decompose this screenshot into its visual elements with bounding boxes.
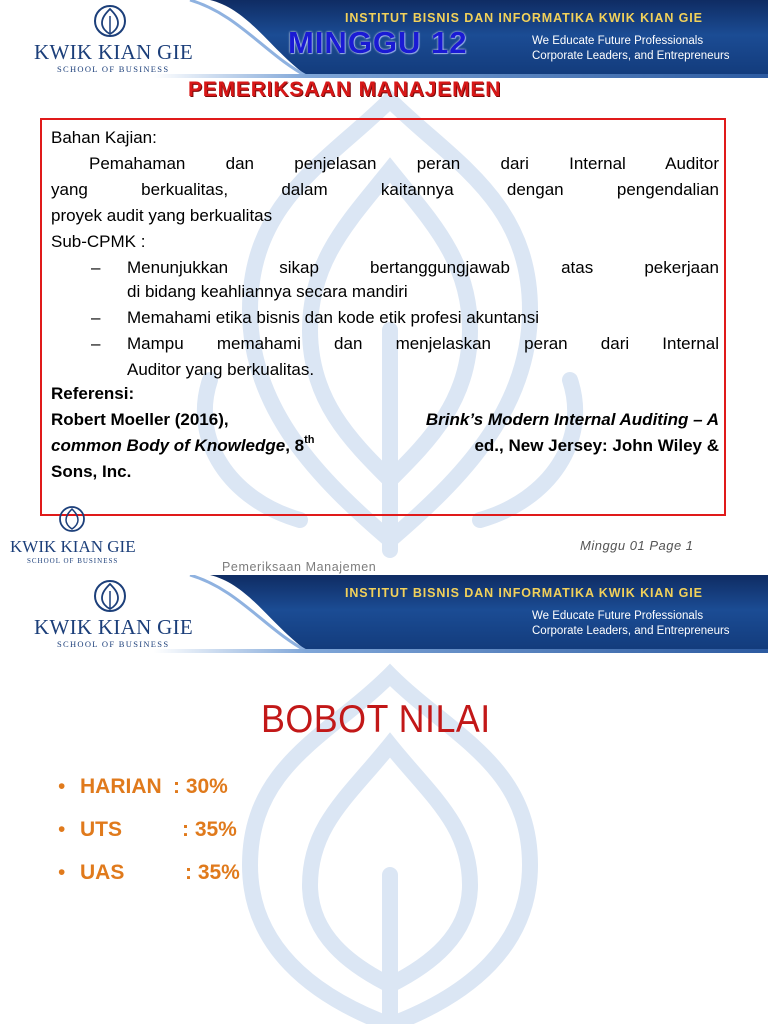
- logo-emblem-icon: [93, 4, 127, 38]
- reference-edition-post: ed., New Jersey: John Wiley &: [474, 436, 719, 455]
- reference-title-part-1: Brink’s Modern Internal Auditing – A: [425, 410, 719, 429]
- institute-name: INSTITUT BISNIS DAN INFORMATIKA KWIK KIAN GIE: [345, 11, 703, 25]
- bobot-nilai-title: BOBOT NILAI: [261, 698, 491, 741]
- grade-value: : 30%: [173, 775, 228, 798]
- referensi-label: Referensi:: [51, 384, 135, 403]
- header-divider: [0, 649, 768, 653]
- institute-name: INSTITUT BISNIS DAN INFORMATIKA KWIK KIAN GIE: [345, 586, 703, 600]
- subcpmk-item-2-line-1: Memahami etika bisnis dan kode etik profesi akuntansi: [127, 308, 539, 327]
- reference-title-part-2: common Body of Knowledge: [51, 436, 286, 455]
- subcpmk-item-3-line-2: Auditor yang berkualitas.: [127, 360, 315, 379]
- reference-edition-sup: th: [304, 434, 315, 446]
- bahan-line-3: proyek audit yang berkualitas: [51, 206, 273, 225]
- subcpmk-item-1-line-1: Menunjukkan sikap bertanggungjawab atas pekerjaan: [127, 258, 719, 277]
- bahan-kajian-label: Bahan Kajian:: [51, 128, 157, 147]
- grade-label: UAS: [80, 861, 125, 884]
- tagline-line-2: Corporate Leaders, and Entrepreneurs: [532, 625, 730, 637]
- tagline-line-1: We Educate Future Professionals: [532, 610, 704, 622]
- subject-title: PEMERIKSAAN MANAJEMEN: [188, 78, 502, 101]
- sub-cpmk-label: Sub-CPMK :: [51, 232, 146, 251]
- list-dash: –: [91, 334, 101, 353]
- grade-label: UTS: [80, 818, 122, 841]
- grade-item-harian: [58, 775, 228, 799]
- header-swoosh-shape: [170, 575, 310, 653]
- footer-page-number: Minggu 01 Page 1: [580, 538, 694, 553]
- logo-name: KWIK KIAN GIE: [34, 40, 194, 64]
- list-dash: –: [91, 258, 101, 277]
- logo-subtitle: SCHOOL OF BUSINESS: [57, 64, 170, 74]
- bahan-line-1: Pemahaman dan penjelasan peran dari Internal Auditor: [89, 154, 719, 173]
- subcpmk-item-3-line-1: Mampu memahami dan menjelaskan peran dari Internal: [127, 334, 719, 353]
- bullet-icon: •: [58, 775, 66, 798]
- grade-item-uts: [58, 818, 237, 842]
- list-dash: –: [91, 308, 101, 327]
- reference-publisher-end: Sons, Inc.: [51, 462, 132, 481]
- grade-value: : 35%: [185, 861, 240, 884]
- footer-subject: Pemeriksaan Manajemen: [222, 560, 377, 574]
- header-band: [0, 575, 768, 653]
- bullet-icon: •: [58, 818, 66, 841]
- grade-label: HARIAN: [80, 775, 162, 798]
- footer-emblem-icon: [58, 505, 86, 533]
- logo-subtitle: SCHOOL OF BUSINESS: [57, 639, 170, 649]
- footer-logo-subtitle: SCHOOL OF BUSINESS: [27, 557, 119, 565]
- logo-emblem-icon: [93, 579, 127, 613]
- week-title: MINGGU 12: [288, 25, 468, 60]
- logo-name: KWIK KIAN GIE: [34, 615, 194, 639]
- tagline-line-2: Corporate Leaders, and Entrepreneurs: [532, 50, 730, 62]
- tagline-line-1: We Educate Future Professionals: [532, 35, 704, 47]
- reference-edition-pre: , 8: [285, 436, 305, 455]
- reference-author: Robert Moeller (2016),: [51, 410, 229, 429]
- reference-line-1: [51, 410, 719, 430]
- bahan-line-2: yang berkualitas, dalam kaitannya dengan pengendalian: [51, 180, 719, 199]
- subcpmk-item-1-line-2: di bidang keahliannya secara mandiri: [127, 282, 408, 301]
- footer-logo-name: KWIK KIAN GIE: [10, 537, 136, 556]
- bullet-icon: •: [58, 861, 66, 884]
- content-box: [40, 118, 726, 516]
- grade-item-uas: [58, 861, 240, 885]
- reference-line-2: [51, 436, 719, 456]
- grade-value: : 35%: [182, 818, 237, 841]
- slide-2: [0, 575, 768, 1024]
